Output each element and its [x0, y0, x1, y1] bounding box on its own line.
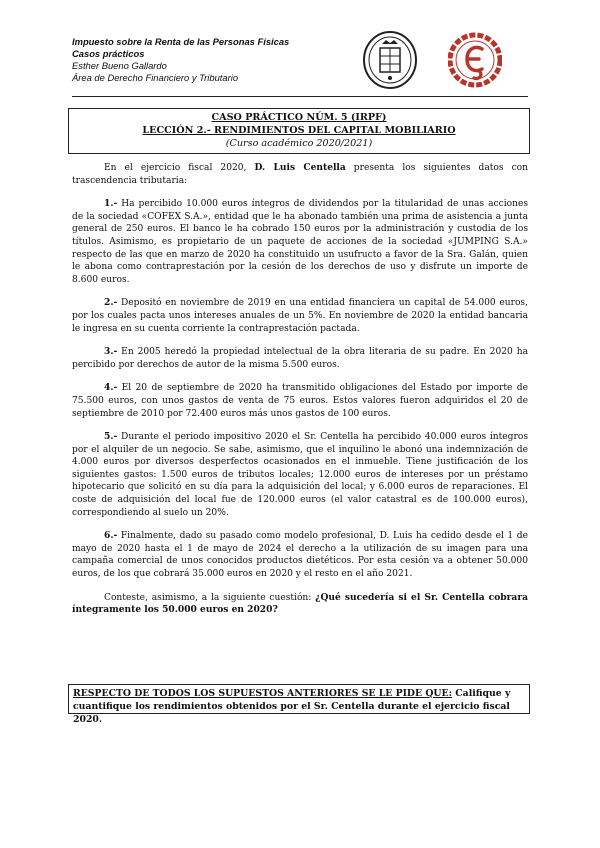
item-number: 4.-	[104, 382, 118, 394]
case-item-6	[72, 530, 528, 580]
item-text: El 20 de septiembre de 2020 ha transmitido obligaciones del Estado por importe de 75.500 euros, con unos gastos de venta de 75 euros. Estos valores fueron adquiridos el 20 de septiembre de 2010 por 72.400 euros más unos gastos de 100 euros.	[72, 383, 528, 419]
header-divider	[72, 96, 528, 97]
header-area: Área de Derecho Financiero y Tributario	[72, 72, 239, 83]
faculty-e-logo-icon	[448, 32, 502, 88]
intro-text-end: presenta los siguientes datos con trascendencia tributaria:	[72, 163, 529, 186]
question-text: ¿Qué sucedería si el Sr. Centella cobrara íntegramente los 50.000 euros en 2020?	[72, 591, 529, 616]
lesson-title: LECCIÓN 2.- RENDIMIENTOS DEL CAPITAL MOBILIARIO	[142, 125, 456, 136]
document-header	[72, 30, 532, 100]
header-section: Casos prácticos	[72, 48, 145, 59]
question-lead: Conteste, asimismo, a la siguiente cuestión:	[104, 592, 316, 603]
intro-paragraph	[72, 162, 528, 187]
item-number: 3.-	[104, 346, 118, 358]
header-text	[72, 36, 289, 84]
academic-year: (Curso académico 2020/2021)	[225, 138, 373, 149]
request-text: Califique y cuantifique los rendimientos obtenidos por el Sr. Centella durante el ejercicio fiscal 2020.	[73, 688, 511, 725]
case-item-5	[72, 431, 528, 519]
question-paragraph	[72, 592, 528, 617]
item-number: 6.-	[104, 530, 118, 542]
item-number: 5.-	[104, 431, 118, 443]
case-body	[72, 162, 528, 628]
header-subject: Impuesto sobre la Renta de las Personas Físicas	[72, 36, 290, 47]
case-item-3	[72, 346, 528, 371]
item-text: Ha percibido 10.000 euros íntegros de dividendos por la titularidad de unas acciones de la sociedad «COFEX S.A.», entidad que le ha abonado también una prima de asistencia a junta general de 250 euros. El banco le ha cobrado 150 euros por la administración y custodia de los títulos. Asimismo, es propietario de un paquete de acciones de la sociedad «JUMPING S.A.» respecto de las que en marzo de 2020 ha constituido un usufructo a favor de la Sra. Galán, quien le abona como contraprestación por la cesión de los derechos de uso y disfrute un importe de 8.600 euros.	[72, 199, 528, 285]
request-label: RESPECTO DE TODOS LOS SUPUESTOS ANTERIORES SE LE PIDE QUE:	[73, 688, 453, 699]
item-number: 1.-	[104, 198, 118, 210]
university-seal-icon	[362, 30, 418, 90]
case-item-1	[72, 198, 528, 286]
taxpayer-name: D. Luis Centella	[254, 162, 346, 173]
item-number: 2.-	[104, 297, 118, 309]
item-text: Finalmente, dado su pasado como modelo profesional, D. Luis ha cedido desde el 1 de mayo de 2020 hasta el 1 de mayo de 2024 el derecho a la utilización de su imagen para una campaña comercial de unos conocidos productos dietéticos. Por esta cesión va a obtener 50.000 euros, de los que cobrará 35.000 euros en 2020 y el resto en el año 2021.	[72, 531, 528, 580]
item-text: En 2005 heredó la propiedad intelectual de la obra literaria de su padre. En 2020 ha percibido por derechos de autor de la misma 5.500 euros.	[72, 347, 528, 370]
request-box	[68, 684, 530, 725]
case-item-2	[72, 297, 528, 335]
header-author: Esther Bueno Gallardo	[72, 60, 167, 71]
case-title: CASO PRÁCTICO NÚM. 5 (IRPF)	[211, 112, 387, 123]
item-text: Depositó en noviembre de 2019 en una entidad financiera un capital de 54.000 euros, por los cuales pacta unos intereses anuales de un 5%. En noviembre de 2020 la entidad bancaria le ingresa en su cuenta corriente la contraprestación pactada.	[72, 298, 528, 334]
item-text: Durante el periodo impositivo 2020 el Sr. Centella ha percibido 40.000 euros íntegros por el alquiler de un negocio. Se sabe, asimismo, que el inquilino le abonó una indemnización de 4.000 euros por diversos desperfectos ocasionados en el inmueble. Tiene justificación de los siguientes gastos: 1.500 euros de tributos locales; 12.000 euros de intereses por un préstamo hipotecario que solicitó en su día para la adquisición del local; y 6.000 euros de reparaciones. El coste de adquisición del local fue de 120.000 euros (el valor catastral es de 100.000 euros), correspondiendo al suelo un 20%.	[72, 432, 528, 518]
case-item-4	[72, 382, 528, 420]
case-title-box	[68, 108, 530, 154]
intro-text: En el ejercicio fiscal 2020,	[104, 163, 255, 173]
